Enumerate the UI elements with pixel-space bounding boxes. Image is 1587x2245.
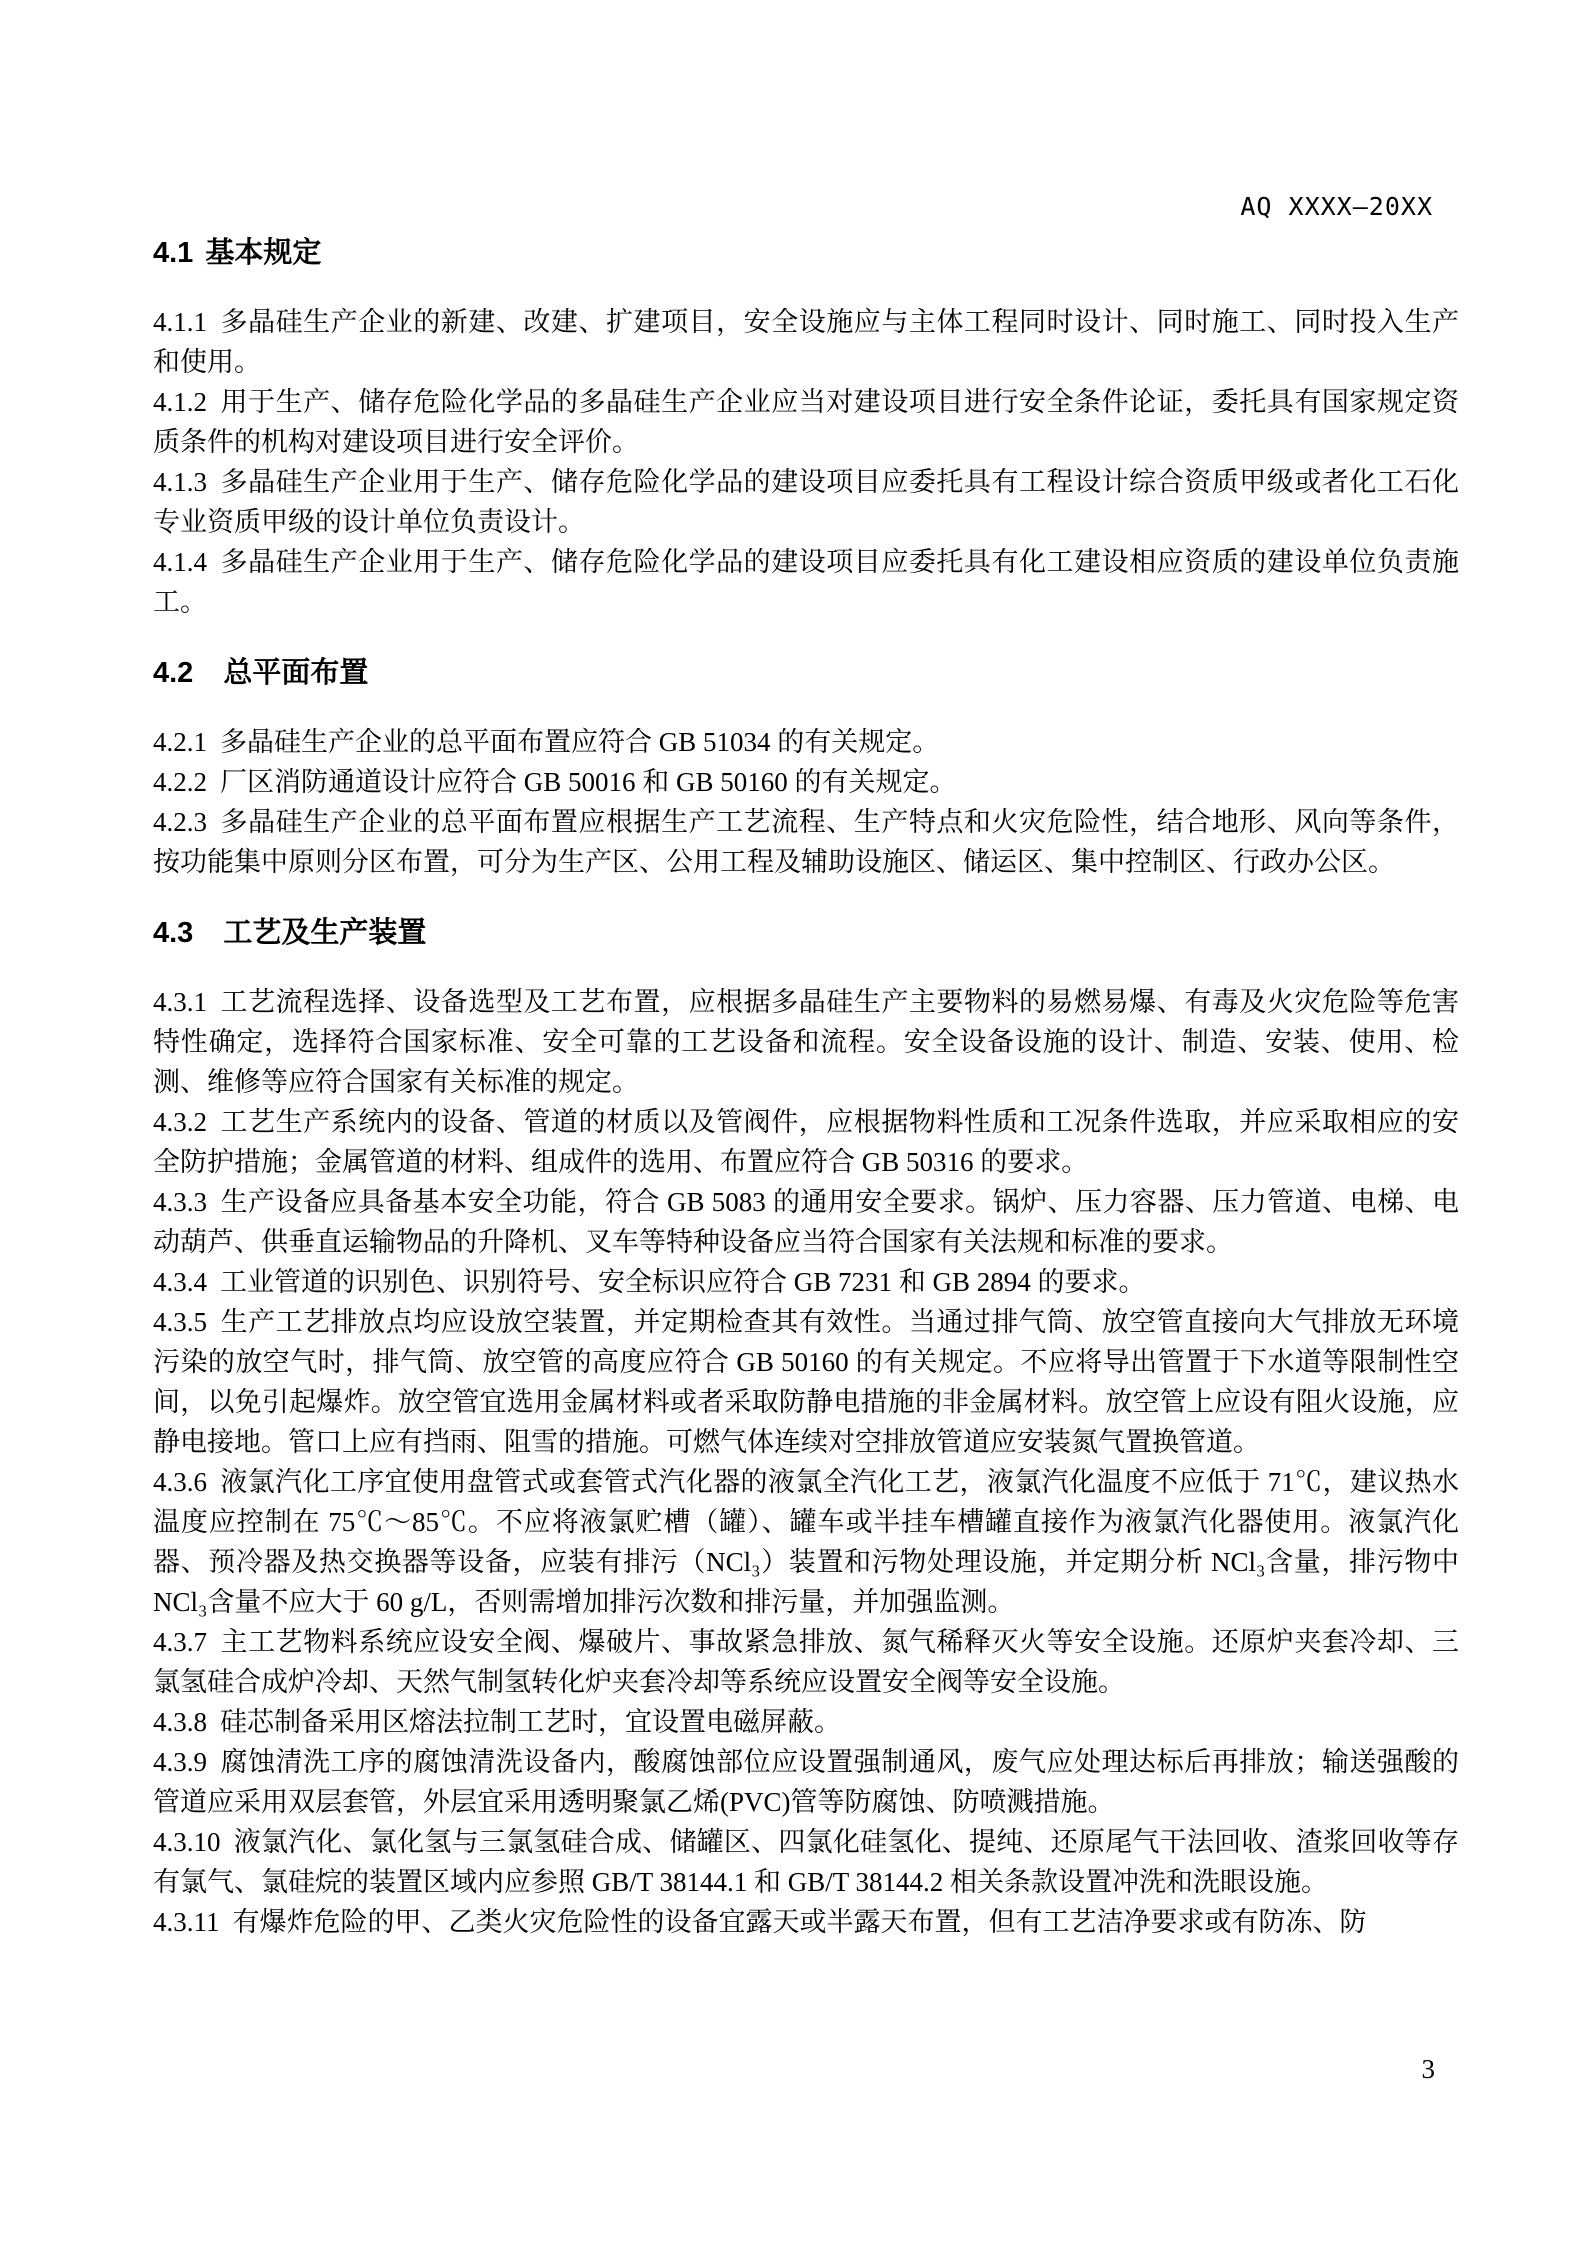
clause-number: 4.3.11: [153, 1907, 220, 1937]
clause-4-3-1: [153, 982, 1459, 1102]
section-number: 4.1: [153, 237, 194, 269]
clause-4-1-4: [153, 542, 1459, 622]
clause-4-2-2: [153, 762, 1459, 802]
clause-number: 4.3.10: [153, 1827, 221, 1857]
clause-number: 4.1.3: [153, 467, 207, 497]
clause-text: 工业管道的识别色、识别符号、安全标识应符合 GB 7231 和 GB 2894 的要求。: [220, 1267, 1146, 1297]
clause-text: 液氯汽化工序宜使用盘管式或套管式汽化器的液氯全汽化工艺，液氯汽化温度不应低于 71℃，建议热水温度应控制在 75℃～85℃。不应将液氯贮槽（罐）、罐车或半挂车槽罐直接作为液氯汽化器使用。液氯汽化器、预冷器及热交换器等设备，应装有排污（NCl₃）装置和污物处理设施，并定期分析 NCl₃含量，排污物中 NCl₃含量不应大于 60 g/L，否则需增加排污次数和排污量，并加强监测。: [153, 1467, 1459, 1617]
document-content: [153, 232, 1459, 1942]
clause-text: 多晶硅生产企业的总平面布置应符合 GB 51034 的有关规定。: [220, 727, 940, 757]
clause-number: 4.3.6: [153, 1467, 207, 1497]
clause-text: 多晶硅生产企业的新建、改建、扩建项目，安全设施应与主体工程同时设计、同时施工、同时投入生产和使用。: [153, 307, 1459, 377]
clause-number: 4.3.7: [153, 1627, 207, 1657]
clause-4-2-3: [153, 802, 1459, 882]
clause-4-3-4: [153, 1262, 1459, 1302]
clause-number: 4.3.8: [153, 1707, 207, 1737]
clause-number: 4.1.4: [153, 547, 207, 577]
clause-4-3-8: [153, 1702, 1459, 1742]
clause-number: 4.3.5: [153, 1307, 207, 1337]
clause-text: 生产设备应具备基本安全功能，符合 GB 5083 的通用安全要求。锅炉、压力容器、压力管道、电梯、电动葫芦、供垂直运输物品的升降机、叉车等特种设备应当符合国家有关法规和标准的要求。: [153, 1187, 1459, 1257]
clause-text: 硅芯制备采用区熔法拉制工艺时，宜设置电磁屏蔽。: [220, 1707, 841, 1737]
clause-4-3-9: [153, 1742, 1459, 1822]
clause-text: 主工艺物料系统应设安全阀、爆破片、事故紧急排放、氮气稀释灭火等安全设施。还原炉夹套冷却、三氯氢硅合成炉冷却、天然气制氢转化炉夹套冷却等系统应设置安全阀等安全设施。: [153, 1627, 1459, 1697]
clause-4-1-3: [153, 462, 1459, 542]
clause-number: 4.1.2: [153, 387, 207, 417]
clause-number: 4.2.3: [153, 807, 207, 837]
clause-4-3-3: [153, 1182, 1459, 1262]
clause-4-1-2: [153, 382, 1459, 462]
clause-text: 多晶硅生产企业的总平面布置应根据生产工艺流程、生产特点和火灾危险性，结合地形、风向等条件，按功能集中原则分区布置，可分为生产区、公用工程及辅助设施区、储运区、集中控制区、行政办公区。: [153, 807, 1459, 877]
clause-text: 多晶硅生产企业用于生产、储存危险化学品的建设项目应委托具有工程设计综合资质甲级或者化工石化专业资质甲级的设计单位负责设计。: [153, 467, 1459, 537]
clause-text: 生产工艺排放点均应设放空装置，并定期检查其有效性。当通过排气筒、放空管直接向大气排放无环境污染的放空气时，排气筒、放空管的高度应符合 GB 50160 的有关规定。不应将导出管置于下水道等限制性空间，以免引起爆炸。放空管宜选用金属材料或者采取防静电措施的非金属材料。放空管上应设有阻火设施，应静电接地。管口上应有挡雨、阻雪的措施。可燃气体连续对空排放管道应安装氮气置换管道。: [153, 1307, 1459, 1457]
section-title: 总平面布置: [223, 657, 369, 689]
section-heading-4-3: [153, 912, 1459, 954]
section-title: 基本规定: [205, 237, 322, 269]
clause-text: 液氯汽化、氯化氢与三氯氢硅合成、储罐区、四氯化硅氢化、提纯、还原尾气干法回收、渣浆回收等存有氯气、氯硅烷的装置区域内应参照 GB/T 38144.1 和 GB/T 38144.2 相关条款设置冲洗和洗眼设施。: [153, 1827, 1459, 1897]
clause-4-3-5: [153, 1302, 1459, 1462]
clause-number: 4.3.9: [153, 1747, 207, 1777]
clause-number: 4.2.2: [153, 767, 207, 797]
clause-text: 厂区消防通道设计应符合 GB 50016 和 GB 50160 的有关规定。: [220, 767, 957, 797]
clause-text: 工艺流程选择、设备选型及工艺布置，应根据多晶硅生产主要物料的易燃易爆、有毒及火灾危险等危害特性确定，选择符合国家标准、安全可靠的工艺设备和流程。安全设备设施的设计、制造、安装、使用、检测、维修等应符合国家有关标准的规定。: [153, 987, 1459, 1097]
clause-4-3-7: [153, 1622, 1459, 1702]
section-number: 4.2: [153, 657, 194, 689]
clause-text: 有爆炸危险的甲、乙类火灾危险性的设备宜露天或半露天布置，但有工艺洁净要求或有防冻、防: [232, 1907, 1367, 1937]
section-heading-4-2: [153, 652, 1459, 694]
clause-4-3-2: [153, 1102, 1459, 1182]
clause-number: 4.3.4: [153, 1267, 207, 1297]
document-header: [153, 192, 1433, 221]
clause-4-3-6: [153, 1462, 1459, 1622]
clause-4-2-1: [153, 722, 1459, 762]
clause-number: 4.3.1: [153, 987, 207, 1017]
clause-4-3-11: [153, 1902, 1459, 1942]
clause-text: 工艺生产系统内的设备、管道的材质以及管阀件，应根据物料性质和工况条件选取，并应采取相应的安全防护措施；金属管道的材料、组成件的选用、布置应符合 GB 50316 的要求。: [153, 1107, 1459, 1177]
clause-4-1-1: [153, 302, 1459, 382]
clause-number: 4.3.2: [153, 1107, 207, 1137]
section-number: 4.3: [153, 917, 194, 949]
section-title: 工艺及生产装置: [223, 917, 427, 949]
clause-number: 4.2.1: [153, 727, 207, 757]
clause-number: 4.3.3: [153, 1187, 207, 1217]
clause-4-3-10: [153, 1822, 1459, 1902]
page-number: 3: [1421, 2054, 1435, 2084]
clause-number: 4.1.1: [153, 307, 207, 337]
clause-text: 多晶硅生产企业用于生产、储存危险化学品的建设项目应委托具有化工建设相应资质的建设单位负责施工。: [153, 547, 1459, 617]
clause-text: 腐蚀清洗工序的腐蚀清洗设备内，酸腐蚀部位应设置强制通风，废气应处理达标后再排放；输送强酸的管道应采用双层套管，外层宜采用透明聚氯乙烯(PVC)管等防腐蚀、防喷溅措施。: [153, 1747, 1459, 1817]
clause-text: 用于生产、储存危险化学品的多晶硅生产企业应当对建设项目进行安全条件论证，委托具有国家规定资质条件的机构对建设项目进行安全评价。: [153, 387, 1459, 457]
section-heading-4-1: [153, 232, 1459, 274]
standard-code: AQ XXXX—20XX: [1240, 192, 1433, 221]
